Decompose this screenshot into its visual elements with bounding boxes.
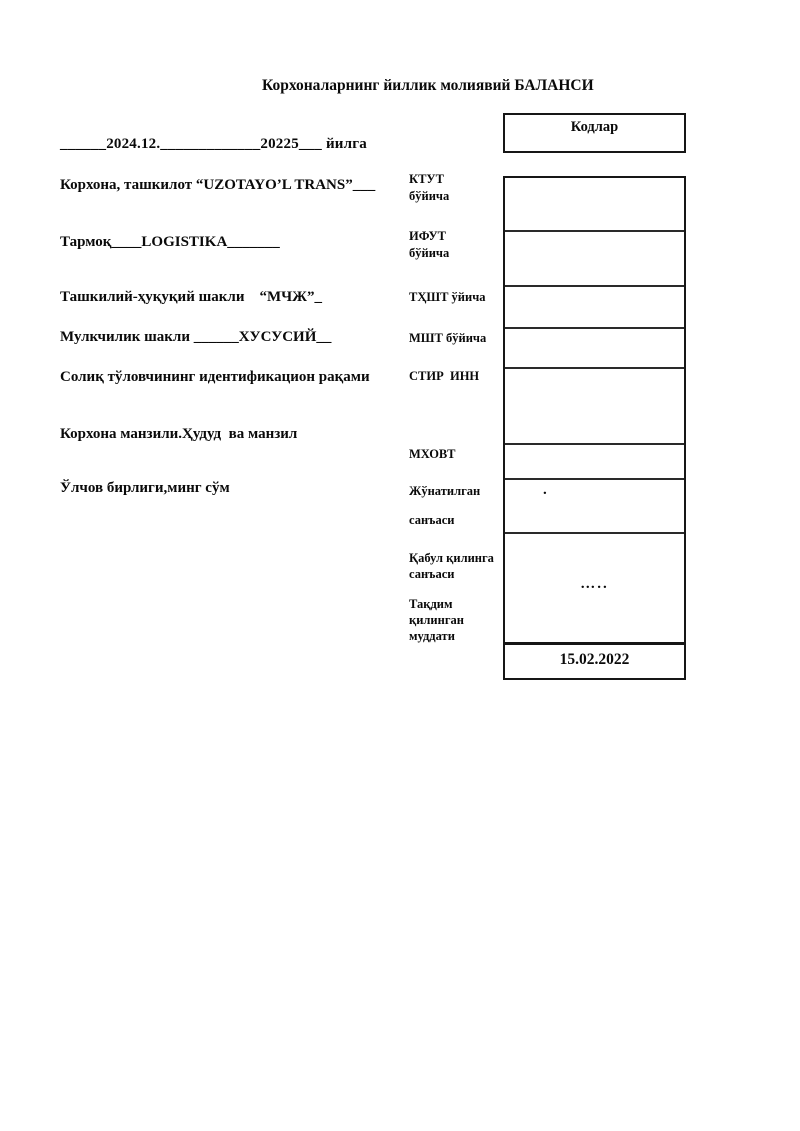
code-cell-stir — [505, 369, 684, 445]
codes-header: Кодлар — [570, 119, 619, 135]
document-title: Корхоналарнинг йиллик молиявий БАЛАНСИ — [262, 77, 594, 94]
code-cell-thsht — [505, 287, 684, 329]
legal-form-label: Ташкилий-ҳуқуқий шакли “МЧЖ”_ — [60, 289, 322, 305]
received-date-value: ….. — [580, 575, 609, 592]
mhovt-label: МХОВТ — [409, 447, 456, 461]
ifut-label: ИФУТ бўйича — [409, 229, 450, 260]
ownership-form-label: Мулкчилик шакли ______ХУСУСИЙ__ — [60, 329, 332, 345]
sent-date-label: Жўнатилган санъаси — [409, 484, 481, 527]
company-label: Корхона, ташкилот “UZOTAYO’L TRANS”___ — [60, 177, 376, 193]
received-date-label: Қабул қилинга санъаси — [409, 551, 494, 581]
sent-date-value: . — [543, 482, 547, 498]
code-cell-submission-date — [505, 645, 684, 678]
code-cell-sent-date — [505, 480, 684, 534]
tax-id-label: Солиқ тўловчининг идентификацион рақами — [60, 369, 370, 385]
period-line: ______2024.12._____________20225___ йилга — [60, 136, 367, 152]
thsht-label: ТҲШТ ўйича — [409, 290, 486, 304]
code-cell-msht — [505, 329, 684, 369]
submission-date-value: 15.02.2022 — [559, 650, 630, 668]
address-label: Корхона манзили.Ҳудуд ва манзил — [60, 426, 298, 442]
unit-label: Ўлчов бирлиги,минг сўм — [60, 480, 230, 496]
code-cell-mhovt — [505, 445, 684, 480]
code-cell-ifut — [505, 232, 684, 287]
msht-label: МШТ бўйича — [409, 331, 487, 345]
submission-date-label: Тақдим қилинган муддати — [409, 597, 464, 643]
code-cell-received-date — [505, 534, 684, 645]
sector-label: Тармоқ____LOGISTIKA_______ — [60, 234, 280, 250]
codes-header-box — [503, 113, 686, 153]
codes-table — [503, 176, 686, 680]
ktut-label: КТУТ бўйича — [409, 172, 450, 203]
code-cell-ktut — [505, 178, 684, 232]
stir-label: СТИР ИНН — [409, 369, 480, 383]
